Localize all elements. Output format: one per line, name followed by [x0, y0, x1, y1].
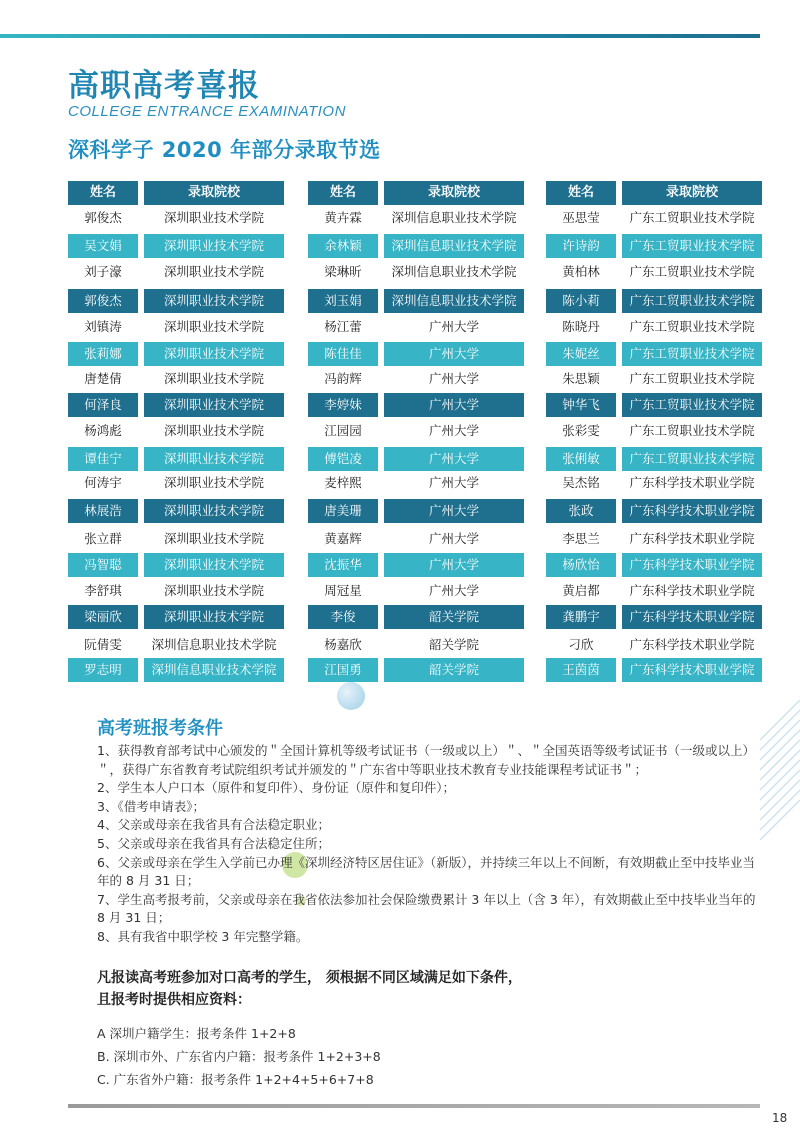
admitted-school: 广东工贸职业技术学院 — [629, 210, 755, 225]
table-row — [68, 605, 284, 629]
table-row — [546, 206, 762, 230]
table-row — [68, 419, 284, 443]
student-name: 杨江蕾 — [324, 319, 362, 334]
admitted-school: 深圳职业技术学院 — [144, 499, 284, 523]
admitted-school: 深圳信息职业技术学院 — [144, 658, 284, 682]
student-name: 张立群 — [84, 531, 122, 546]
admitted-school: 广东科学技术职业学院 — [629, 475, 755, 490]
student-name: 何涛宇 — [84, 475, 122, 490]
student-name: 陈晓丹 — [562, 319, 600, 334]
table-row — [308, 342, 524, 366]
table-row — [546, 260, 762, 284]
condition-item: 7、学生高考报考前，父亲或母亲在我省依法参加社会保险缴费累计 3 年以上（含 3 年），有效期截止至中技毕业当年的 8 月 31 日； — [97, 891, 756, 926]
table-row — [308, 315, 524, 339]
admitted-school: 广州大学 — [428, 475, 479, 490]
top-accent-bar — [0, 34, 760, 38]
table-row — [546, 289, 762, 313]
table-row — [308, 605, 524, 629]
table-row — [68, 633, 284, 657]
admitted-school: 广州大学 — [384, 393, 524, 417]
student-name: 巫思莹 — [562, 210, 600, 225]
student-name: 何泽良 — [68, 393, 138, 417]
admitted-school: 深圳职业技术学院 — [163, 210, 264, 225]
admitted-school: 深圳职业技术学院 — [144, 342, 284, 366]
admitted-school: 韶关学院 — [384, 605, 524, 629]
student-name: 刘镇涛 — [84, 319, 122, 334]
student-name: 余林颖 — [308, 234, 378, 258]
student-name: 张彩雯 — [562, 423, 600, 438]
admitted-school: 广州大学 — [428, 371, 479, 386]
student-name: 李俊 — [308, 605, 378, 629]
admitted-school: 广州大学 — [384, 447, 524, 471]
student-name: 朱思颖 — [562, 371, 600, 386]
student-name: 刁欣 — [568, 637, 594, 652]
table-row — [546, 342, 762, 366]
admitted-school: 广东工贸职业技术学院 — [622, 447, 762, 471]
student-name: 许诗韵 — [546, 234, 616, 258]
bottom-divider — [68, 1104, 760, 1108]
option-item: A 深圳户籍学生：报考条件 1+2+8 — [97, 1026, 296, 1041]
table-row — [68, 367, 284, 391]
student-name: 姓名 — [68, 181, 138, 205]
student-name: 张俐敏 — [546, 447, 616, 471]
page-title: 高职高考喜报 — [68, 68, 260, 104]
admitted-school: 深圳信息职业技术学院 — [391, 210, 517, 225]
condition-item: 4、父亲或母亲在我省具有合法稳定职业； — [97, 817, 330, 833]
admitted-school: 深圳职业技术学院 — [163, 475, 264, 490]
requirement-note — [97, 967, 597, 1011]
condition-item: 1、获得教育部考试中心颁发的＂全国计算机等级考试证书（一级或以上）＂、＂全国英语等级考试证书（一级或以上）＂，获得广东省教育考试院组织考试并颁发的＂广东省中等职业技术教育专业技能课程考试证书＂； — [97, 743, 755, 777]
table-header-row — [546, 181, 762, 205]
student-name: 张政 — [546, 499, 616, 523]
student-name: 陈小莉 — [546, 289, 616, 313]
admitted-school: 深圳职业技术学院 — [163, 319, 264, 334]
table-row — [546, 393, 762, 417]
condition-item: 6、父亲或母亲在学生入学前已办理《深圳经济特区居住证》（新版），并持续三年以上不间断，有效期截止至中技毕业当年的 8 月 31 日； — [97, 854, 755, 889]
student-name: 麦梓熙 — [324, 475, 362, 490]
table-row — [308, 471, 524, 495]
admitted-school: 深圳职业技术学院 — [163, 423, 264, 438]
table-row — [68, 289, 284, 313]
admitted-school: 广州大学 — [384, 342, 524, 366]
admitted-school: 深圳信息职业技术学院 — [151, 637, 277, 652]
admitted-school: 深圳职业技术学院 — [144, 553, 284, 577]
admitted-school: 广东科学技术职业学院 — [622, 499, 762, 523]
table-row — [546, 315, 762, 339]
condition-item: 8、具有我省中职学校 3 年完整学籍。 — [97, 928, 309, 944]
condition-item: 3、《借考申请表》； — [97, 798, 205, 814]
table-row — [308, 206, 524, 230]
student-name: 郭俊杰 — [68, 289, 138, 313]
decorative-stripes — [760, 700, 800, 850]
table-row — [68, 658, 284, 682]
table-row — [68, 260, 284, 284]
student-name: 杨鸿彪 — [84, 423, 122, 438]
admitted-school: 广州大学 — [384, 499, 524, 523]
admitted-school: 深圳职业技术学院 — [144, 447, 284, 471]
admitted-school: 广东科学技术职业学院 — [629, 583, 755, 598]
student-name: 江园园 — [324, 423, 362, 438]
admitted-school: 深圳信息职业技术学院 — [384, 289, 524, 313]
table-row — [308, 633, 524, 657]
condition-item: 5、父亲或母亲在我省具有合法稳定住所； — [97, 835, 330, 851]
student-name: 冯韵辉 — [324, 371, 362, 386]
student-name: 王茵茵 — [546, 658, 616, 682]
student-name: 郭俊杰 — [84, 210, 122, 225]
table-row — [546, 447, 762, 471]
table-row — [308, 367, 524, 391]
student-name: 张莉娜 — [68, 342, 138, 366]
admitted-school: 录取院校 — [622, 181, 762, 205]
student-name: 李思兰 — [562, 531, 600, 546]
table-row — [68, 315, 284, 339]
student-name: 姓名 — [546, 181, 616, 205]
student-name: 傅铠凌 — [308, 447, 378, 471]
table-row — [308, 553, 524, 577]
table-row — [308, 499, 524, 523]
table-header-row — [68, 181, 284, 205]
table-row — [546, 658, 762, 682]
admitted-school: 广东工贸职业技术学院 — [622, 393, 762, 417]
table-row — [546, 553, 762, 577]
admitted-school: 深圳职业技术学院 — [144, 289, 284, 313]
option-item: B. 深圳市外、广东省内户籍：报考条件 1+2+3+8 — [97, 1049, 381, 1064]
page-subtitle: COLLEGE ENTRANCE EXAMINATION — [68, 103, 346, 120]
conditions-list — [97, 742, 762, 947]
admitted-school: 广东工贸职业技术学院 — [622, 289, 762, 313]
table-row — [546, 499, 762, 523]
student-name: 李舒琪 — [84, 583, 122, 598]
admitted-school: 深圳职业技术学院 — [163, 371, 264, 386]
student-name: 陈佳佳 — [308, 342, 378, 366]
table-row — [308, 447, 524, 471]
table-row — [308, 527, 524, 551]
student-name: 黄启都 — [562, 583, 600, 598]
admitted-school: 广东科学技术职业学院 — [629, 531, 755, 546]
option-item: C. 广东省外户籍：报考条件 1+2+4+5+6+7+8 — [97, 1072, 374, 1087]
admitted-school: 广州大学 — [428, 583, 479, 598]
table-row — [68, 206, 284, 230]
condition-item: 2、学生本人户口本（原件和复印件）、身份证（原件和复印件）； — [97, 780, 455, 796]
table-row — [546, 367, 762, 391]
admitted-school: 深圳职业技术学院 — [163, 264, 264, 279]
table-row — [546, 234, 762, 258]
table-row — [308, 658, 524, 682]
admitted-school: 韶关学院 — [428, 637, 479, 652]
page-number: 18 — [772, 1111, 788, 1125]
note-line: 凡报读高考班参加对口高考的学生， 须根据不同区域满足如下条件， — [97, 970, 522, 986]
table-row — [68, 393, 284, 417]
admitted-school: 录取院校 — [144, 181, 284, 205]
admitted-school: 广东工贸职业技术学院 — [629, 319, 755, 334]
table-row — [546, 419, 762, 443]
student-name: 冯智聪 — [68, 553, 138, 577]
table-row — [546, 527, 762, 551]
admitted-school: 深圳职业技术学院 — [163, 583, 264, 598]
student-name: 姓名 — [308, 181, 378, 205]
admitted-school: 深圳职业技术学院 — [144, 393, 284, 417]
table-row — [308, 393, 524, 417]
table-row — [308, 289, 524, 313]
student-name: 唐美珊 — [308, 499, 378, 523]
student-name: 杨欣怡 — [546, 553, 616, 577]
student-name: 李婷妹 — [308, 393, 378, 417]
admitted-school: 广州大学 — [428, 531, 479, 546]
admitted-school: 深圳职业技术学院 — [163, 531, 264, 546]
admitted-school: 广东工贸职业技术学院 — [622, 234, 762, 258]
student-name: 罗志明 — [68, 658, 138, 682]
student-name: 梁丽欣 — [68, 605, 138, 629]
table-header-row — [308, 181, 524, 205]
student-name: 龚鹏宇 — [546, 605, 616, 629]
table-row — [68, 553, 284, 577]
admitted-school: 广东科学技术职业学院 — [629, 637, 755, 652]
admitted-school: 广东工贸职业技术学院 — [622, 342, 762, 366]
student-name: 阮倩雯 — [84, 637, 122, 652]
table-row — [68, 471, 284, 495]
admitted-school: 广东工贸职业技术学院 — [629, 371, 755, 386]
student-name: 谭佳宁 — [68, 447, 138, 471]
student-name: 吴文娟 — [68, 234, 138, 258]
student-name: 梁琳昕 — [324, 264, 362, 279]
admitted-school: 韶关学院 — [384, 658, 524, 682]
table-row — [546, 471, 762, 495]
student-name: 沈振华 — [308, 553, 378, 577]
admitted-school: 深圳职业技术学院 — [144, 234, 284, 258]
admitted-school: 广东科学技术职业学院 — [622, 658, 762, 682]
table-row — [546, 633, 762, 657]
student-name: 周冠星 — [324, 583, 362, 598]
student-name: 林展浩 — [68, 499, 138, 523]
table-row — [68, 234, 284, 258]
admitted-school: 深圳信息职业技术学院 — [384, 234, 524, 258]
table-row — [68, 499, 284, 523]
conditions-title: 高考班报考条件 — [97, 718, 223, 739]
admitted-school: 广东科学技术职业学院 — [622, 553, 762, 577]
table-row — [68, 579, 284, 603]
table-row — [308, 579, 524, 603]
student-name: 朱妮丝 — [546, 342, 616, 366]
student-name: 吴杰铭 — [562, 475, 600, 490]
student-name: 杨嘉欣 — [324, 637, 362, 652]
table-row — [308, 234, 524, 258]
table-row — [68, 527, 284, 551]
table-row — [68, 447, 284, 471]
table-row — [68, 342, 284, 366]
options-list — [97, 1022, 381, 1091]
student-name: 江国勇 — [308, 658, 378, 682]
student-name: 黄嘉辉 — [324, 531, 362, 546]
admitted-school: 广东工贸职业技术学院 — [629, 264, 755, 279]
admitted-school: 广东工贸职业技术学院 — [629, 423, 755, 438]
student-name: 黄卉霖 — [324, 210, 362, 225]
table-row — [546, 579, 762, 603]
admitted-school: 广州大学 — [428, 319, 479, 334]
student-name: 钟华飞 — [546, 393, 616, 417]
student-name: 黄柏林 — [562, 264, 600, 279]
admitted-school: 广州大学 — [428, 423, 479, 438]
decorative-circle — [337, 682, 365, 710]
note-line: 且报考时提供相应资料： — [97, 992, 251, 1008]
student-name: 唐楚倩 — [84, 371, 122, 386]
admitted-school: 录取院校 — [384, 181, 524, 205]
admitted-school: 广东科学技术职业学院 — [622, 605, 762, 629]
table-row — [546, 605, 762, 629]
admitted-school: 深圳信息职业技术学院 — [391, 264, 517, 279]
admitted-school: 深圳职业技术学院 — [144, 605, 284, 629]
student-name: 刘玉娟 — [308, 289, 378, 313]
table-row — [308, 419, 524, 443]
student-name: 刘子濠 — [84, 264, 122, 279]
section-title: 深科学子 2020 年部分录取节选 — [68, 138, 381, 162]
table-row — [308, 260, 524, 284]
admitted-school: 广州大学 — [384, 553, 524, 577]
